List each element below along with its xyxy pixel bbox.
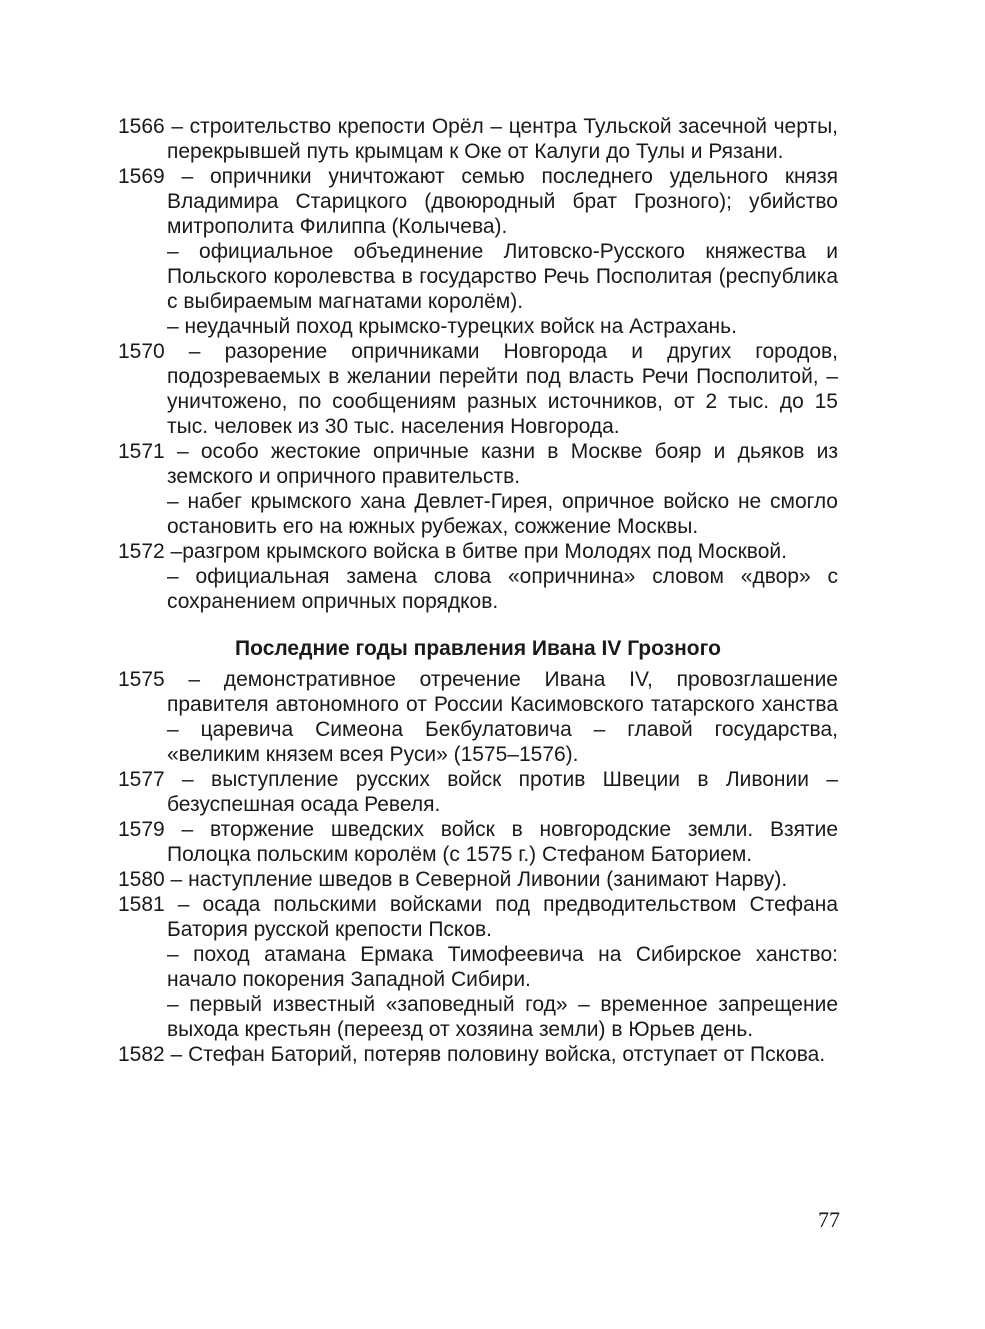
chronology-entry-1580	[118, 867, 838, 892]
chronology-entry-1566	[118, 114, 838, 164]
chronology-entry-1579	[118, 817, 838, 867]
entry-subitem: – официальная замена слова «опричнина» словом «двор» с сохранением опричных порядков.	[167, 565, 838, 613]
entry-text: 1571 – особо жестокие опричные казни в Москве бояр и дьяков из земского и опричного правительств.	[118, 440, 838, 488]
entry-text: 1577 – выступление русских войск против Швеции в Ливонии – безуспешная осада Ревеля.	[118, 768, 838, 816]
entry-text: 1580 – наступление шведов в Северной Ливонии (занимают Нарву).	[118, 868, 788, 891]
entry-subitem: – неудачный поход крымско-турецких войск на Астрахань.	[167, 315, 737, 338]
page-number: 77	[818, 1207, 840, 1232]
entry-text: 1566 – строительство крепости Орёл – центра Тульской засечной черты, перекрывшей путь крымцам к Оке от Калуги до Тулы и Рязани.	[118, 115, 838, 163]
entry-subitem: – первый известный «заповедный год» – временное запрещение выхода крестьян (переезд от хозяина земли) в Юрьев день.	[167, 993, 838, 1041]
section-heading: Последние годы правления Ивана IV Грозного	[235, 637, 721, 660]
chronology-entry-1571	[118, 439, 838, 539]
entry-text: 1572 –разгром крымского войска в битве при Молодях под Москвой.	[118, 540, 787, 563]
page-content	[118, 114, 838, 1067]
chronology-section-2	[118, 667, 838, 1067]
entry-text: 1579 – вторжение шведских войск в новгородские земли. Взятие Полоцка польским королём (с 1575 г.) Стефаном Баторием.	[118, 818, 838, 866]
chronology-entry-1577	[118, 767, 838, 817]
entry-subitem: – набег крымского хана Девлет-Гирея, опричное войско не смогло остановить его на южных рубежах, сожжение Москвы.	[167, 490, 838, 538]
chronology-entry-1582	[118, 1042, 838, 1067]
entry-text: 1575 – демонстративное отречение Ивана IV, провозглашение правителя автономного от России Касимовского татарского ханства – царевича Симеона Бекбулатовича – главой государства, «великим князем всея Руси» (1575–1576).	[118, 668, 838, 766]
entry-text: 1581 – осада польскими войсками под предводительством Стефана Батория русской крепости Псков.	[118, 893, 838, 941]
chronology-entry-1569	[118, 164, 838, 339]
chronology-entry-1572	[118, 539, 838, 614]
chronology-entry-1570	[118, 339, 838, 439]
entry-text: 1569 – опричники уничтожают семью последнего удельного князя Владимира Старицкого (двоюродный брат Грозного); убийство митрополита Филиппа (Колычева).	[118, 165, 838, 238]
chronology-entry-1581	[118, 892, 838, 1042]
chronology-section-1	[118, 114, 838, 614]
entry-text: 1570 – разорение опричниками Новгорода и других городов, подозреваемых в желании перейти под власть Речи Посполитой, – уничтожено, по сообщениям разных источников, от 2 тыс. до 15 тыс. человек из 30 тыс. населения Новгорода.	[118, 340, 838, 438]
entry-subitem: – поход атамана Ермака Тимофеевича на Сибирское ханство: начало покорения Западной Сибири.	[167, 943, 838, 991]
entry-text: 1582 – Стефан Баторий, потеряв половину войска, отступает от Пскова.	[118, 1043, 826, 1066]
chronology-entry-1575	[118, 667, 838, 767]
entry-subitem: – официальное объединение Литовско-Русского княжества и Польского королевства в государство Речь Посполитая (республика с выбираемым магнатами королём).	[167, 240, 838, 313]
